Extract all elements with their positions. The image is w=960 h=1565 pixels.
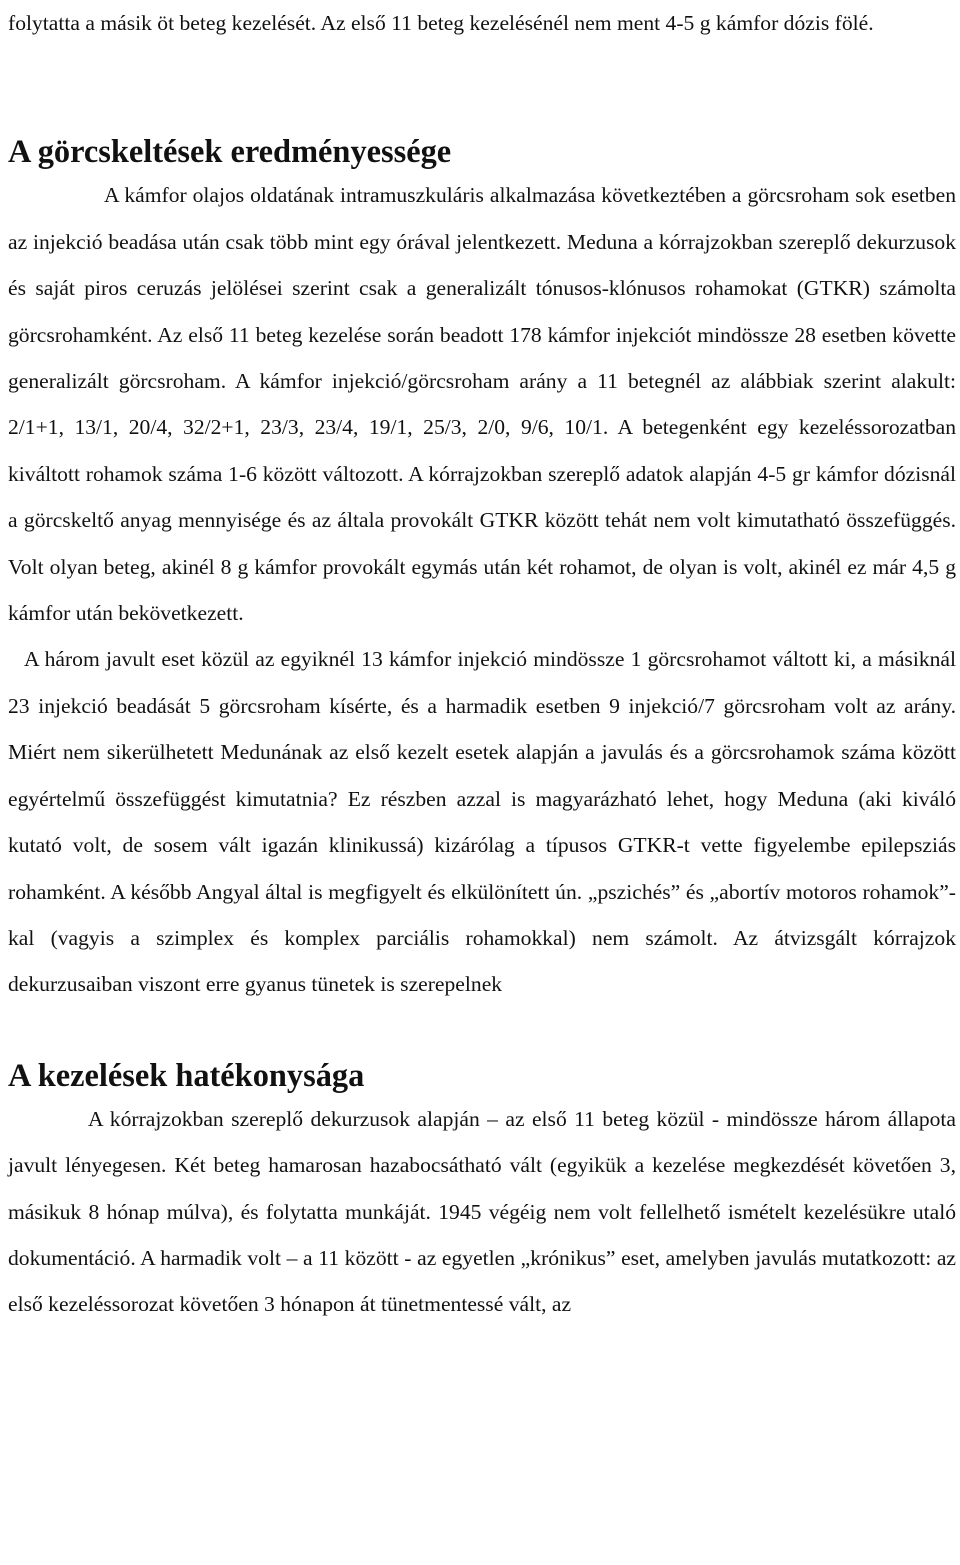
- section-heading-seizure-effectiveness: A görcskeltések eredményessége: [8, 134, 452, 171]
- paragraph-seizure-results: A kámfor olajos oldatának intramuszkuláris alkalmazása következtében a görcsroham sok esetben az injekció beadása után csak több mint egy órával jelentkezett. Meduna a kórrajzokban szereplő dekurzusok és saját piros ceruzás jelölései szerint csak a generalizált tónusos-klónusos rohamokat (GTKR) számolta görcsrohamként. Az első 11 beteg kezelése során beadott 178 kámfor injekciót mindössze 28 esetben követte generalizált görcsroham. A kámfor injekció/görcsroham arány a 11 betegnél az alábbiak szerint alakult: 2/1+1, 13/1, 20/4, 32/2+1, 23/3, 23/4, 19/1, 25/3, 2/0, 9/6, 10/1. A betegenként egy kezeléssorozatban kiváltott rohamok száma 1-6 között változott. A kórrajzokban szereplő adatok alapján 4-5 gr kámfor dózisnál a görcskeltő anyag mennyisége és az általa provokált GTKR között tehát nem volt kimutatható összefüggés. Volt olyan beteg, akinél 8 g kámfor provokált egymás után két rohamot, de olyan is volt, akinél ez már 4,5 g kámfor után bekövetkezett.: [8, 183, 956, 626]
- section-spacer: [8, 1008, 956, 1056]
- section-heading-treatment-efficacy: A kezelések hatékonysága: [8, 1057, 365, 1094]
- document-page: [8, 0, 956, 1328]
- section-spacer: [8, 46, 956, 132]
- paragraph-treatment-efficacy: A kórrajzokban szereplő dekurzusok alapján – az első 11 beteg közül - mindössze három állapota javult lényegesen. Két beteg hamarosan hazabocsátható vált (egyikük a kezelése megkezdését követően 3, másikuk 8 hónap múlva), és folytatta munkáját. 1945 végéig nem volt fellelhető ismételt kezelésükre utaló dokumentáció. A harmadik volt – a 11 között - az egyetlen „krónikus” eset, amelyben javulás mutatkozott: az első kezeléssorozat követően 3 hónapon át tünetmentessé vált, az: [8, 1106, 956, 1317]
- paragraph-improved-cases: A három javult eset közül az egyiknél 13 kámfor injekció mindössze 1 görcsrohamot váltott ki, a másiknál 23 injekció beadását 5 görcsroham kísérte, és a harmadik esetben 9 injekció/7 görcsroham volt az arány. Miért nem sikerülhetett Medunának az első kezelt esetek alapján a javulás és a görcsrohamok száma között egyértelmű összefüggést kimutatnia? Ez részben azzal is magyarázható lehet, hogy Meduna (aki kiváló kutató volt, de sosem vált igazán klinikussá) kizárólag a típusos GTKR-t vette figyelembe epilepsziás rohamként. A később Angyal által is megfigyelt és elkülönített ún. „pszichés” és „abortív motoros rohamok”-kal (vagyis a szimplex és komplex parciális rohamokkal) nem számolt. Az átvizsgált kórrajzok dekurzusaiban viszont erre gyanus tünetek is szerepelnek: [8, 647, 956, 997]
- intro-paragraph: folytatta a másik öt beteg kezelését. Az első 11 beteg kezelésénél nem ment 4-5 g kámfor dózis fölé.: [8, 11, 874, 35]
